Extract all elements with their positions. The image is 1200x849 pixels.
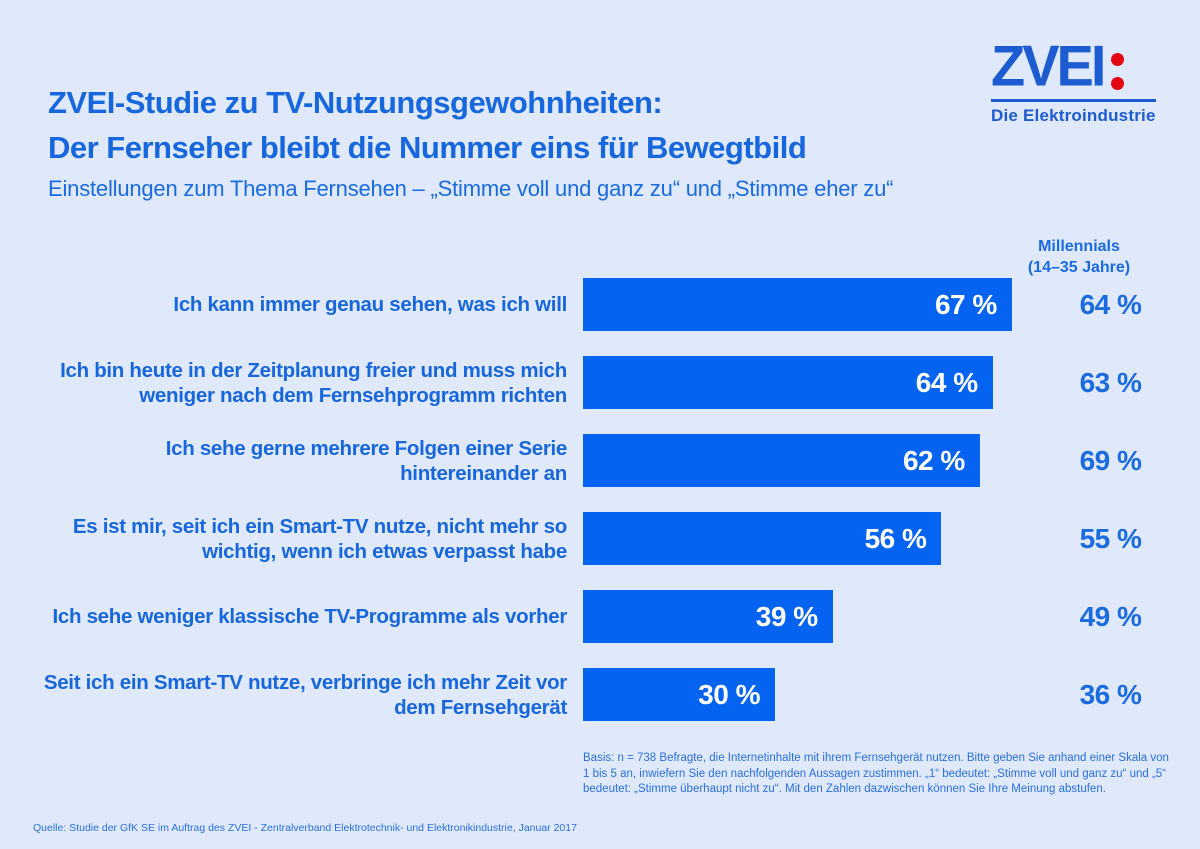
value-bar [583,668,775,721]
bar-track [583,512,1038,565]
bar-chart [40,278,1190,746]
millennials-value: 36 % [1079,678,1142,710]
bar-track [583,434,1038,487]
millennials-header-line2: (14–35 Jahre) [1027,259,1131,276]
bar-value-label: 56 % [864,522,927,554]
chart-row [40,278,1190,331]
millennials-value: 69 % [1079,444,1142,476]
bar-track [583,278,1038,331]
millennials-value: 55 % [1079,522,1142,554]
zvei-logo-tagline: Die Elektroindustrie [991,106,1156,125]
zvei-logo [991,33,1156,126]
zvei-logo-wordmark [991,33,1156,98]
millennials-value: 49 % [1079,600,1142,632]
chart-row [40,434,1190,487]
millennials-header-line1: Millennials [1038,238,1120,255]
bar-value-label: 30 % [698,678,760,710]
chart-row [40,512,1190,565]
category-label: Ich sehe gerne mehrere Folgen einer Serie hintereinander an [165,436,567,485]
millennials-value: 64 % [1079,288,1142,320]
bar-track [583,356,1038,409]
chart-row [40,356,1190,409]
category-label: Ich kann immer genau sehen, was ich will [173,293,567,316]
value-bar [583,356,993,409]
source-footnote: Quelle: Studie der GfK SE im Auftrag des ZVEI - Zentralverband Elektrotechnik- und Elektronikindustrie, Januar 2017 [33,822,577,834]
millennials-value: 63 % [1079,366,1142,398]
bar-value-label: 62 % [902,444,965,476]
bar-track [583,668,1038,721]
zvei-colon-dot-bottom [1111,77,1124,90]
zvei-logo-text: ZVEI [991,33,1104,98]
basis-footnote: Basis: n = 738 Befragte, die Internetinhalte mit ihrem Fernsehgerät nutzen. Bitte geben Sie anhand einer Skala von 1 bis 5 an, inwiefern Sie den nachfolgenden Aussagen zustimmen. „1“ bedeutet: „Stimme voll und ganz zu“ und „5“ bedeutet: „Stimme überhaupt nicht zu“. Mit den Zahlen dazwischen können Sie Ihre Meinung abstufen. [583,752,1169,795]
bar-track [583,590,1038,643]
value-bar [583,590,833,643]
bar-value-label: 39 % [755,600,818,632]
category-label: Ich sehe weniger klassische TV-Programme als vorher [52,605,567,628]
zvei-colon-icon [1111,38,1124,93]
category-label: Ich bin heute in der Zeitplanung freier und muss mich weniger nach dem Fernsehprogramm richten [60,358,567,407]
page-title-line1: ZVEI-Studie zu TV-Nutzungsgewohnheiten: [48,85,663,120]
value-bar [583,278,1012,331]
category-label: Seit ich ein Smart-TV nutze, verbringe ich mehr Zeit vor dem Fernsehgerät [43,670,567,719]
bar-value-label: 67 % [934,288,997,320]
page-subtitle: Einstellungen zum Thema Fernsehen – „Stimme voll und ganz zu“ und „Stimme eher zu“ [48,176,894,201]
page-title-line2: Der Fernseher bleibt die Nummer eins für Bewegtbild [48,130,807,165]
chart-row [40,668,1190,721]
zvei-logo-divider [991,99,1156,102]
page-title [48,80,948,170]
chart-row [40,590,1190,643]
value-bar [583,512,941,565]
category-label: Es ist mir, seit ich ein Smart-TV nutze, nicht mehr so wichtig, wenn ich etwas verpasst habe [72,514,567,563]
millennials-column-header [994,236,1164,278]
value-bar [583,434,980,487]
bar-value-label: 64 % [915,366,978,398]
zvei-colon-dot-top [1111,53,1124,66]
